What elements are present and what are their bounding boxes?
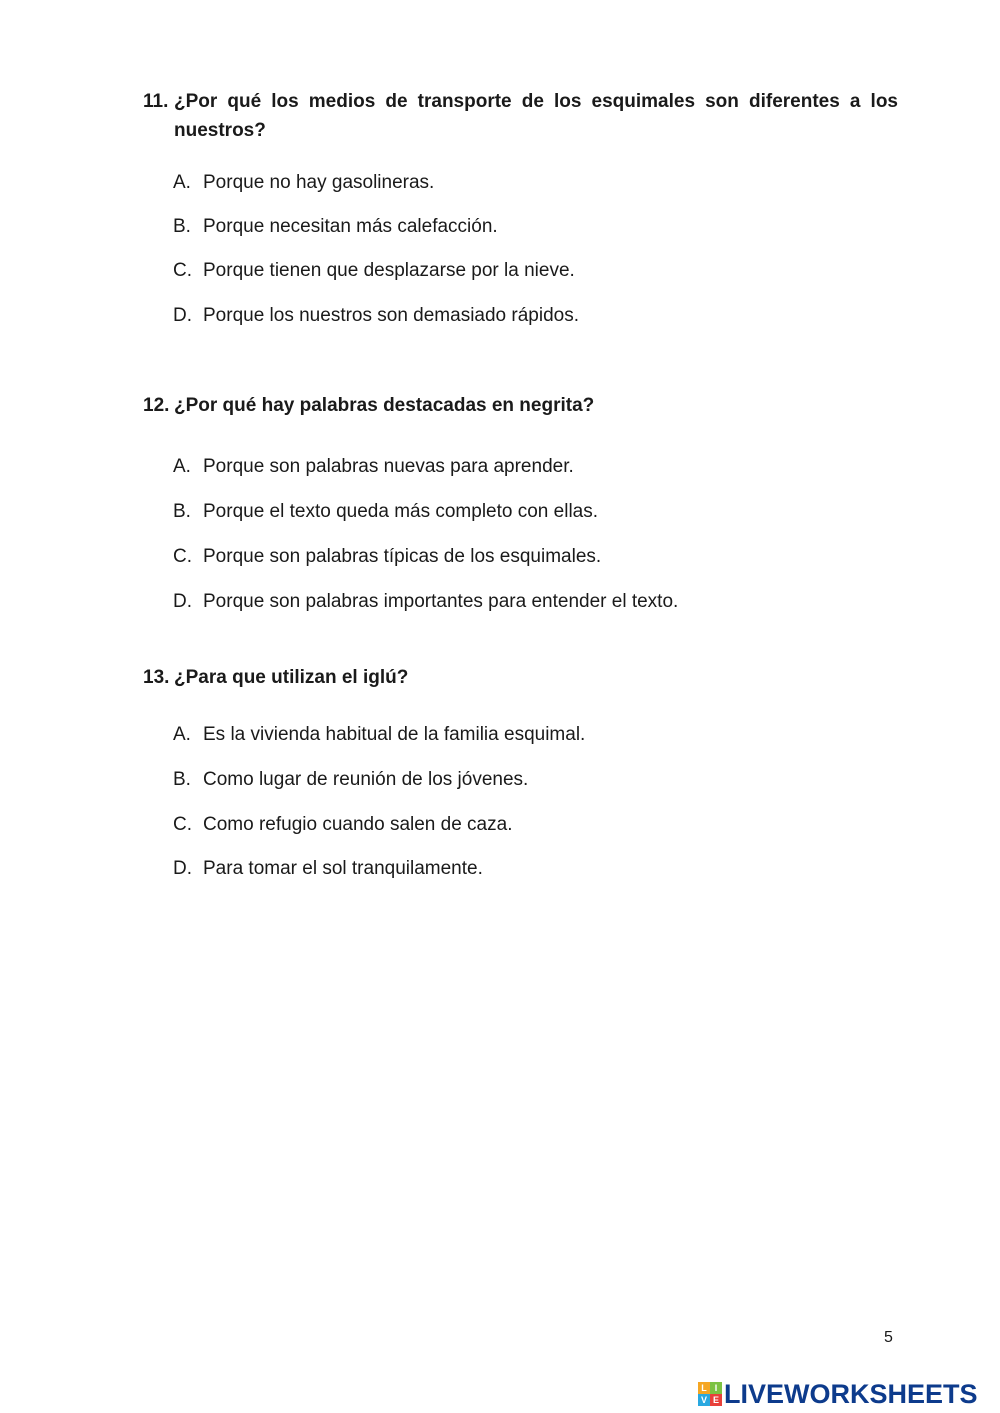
option-letter: B. bbox=[173, 769, 191, 790]
liveworksheets-logo-icon bbox=[698, 1382, 722, 1406]
option-b[interactable] bbox=[173, 215, 498, 239]
option-text: Es la vivienda habitual de la familia esquimal. bbox=[203, 724, 586, 745]
option-c[interactable] bbox=[173, 813, 512, 837]
question-12-heading bbox=[143, 391, 898, 420]
question-number: 11. bbox=[143, 91, 169, 112]
option-text: Porque no hay gasolineras. bbox=[203, 172, 435, 193]
question-13-heading bbox=[143, 663, 898, 692]
option-b[interactable] bbox=[173, 768, 528, 792]
brand-name: LIVEWORKSHEETS bbox=[724, 1379, 978, 1409]
option-c[interactable] bbox=[173, 545, 601, 569]
question-11-heading bbox=[143, 87, 898, 145]
option-a[interactable] bbox=[173, 723, 585, 747]
option-letter: B. bbox=[173, 501, 191, 522]
option-a[interactable] bbox=[173, 455, 574, 479]
option-a[interactable] bbox=[173, 171, 434, 195]
question-number: 13. bbox=[143, 667, 170, 688]
option-letter: D. bbox=[173, 858, 192, 879]
page-number: 5 bbox=[884, 1329, 893, 1346]
option-letter: C. bbox=[173, 814, 192, 835]
question-text: ¿Para que utilizan el iglú? bbox=[174, 667, 409, 688]
option-text: Porque los nuestros son demasiado rápidos. bbox=[203, 305, 580, 326]
option-text: Porque son palabras importantes para entender el texto. bbox=[203, 591, 679, 612]
option-letter: A. bbox=[173, 456, 191, 477]
liveworksheets-brand bbox=[698, 1381, 978, 1407]
option-d[interactable] bbox=[173, 590, 678, 614]
option-text: Porque son palabras típicas de los esquimales. bbox=[203, 546, 602, 567]
option-letter: A. bbox=[173, 172, 191, 193]
option-letter: B. bbox=[173, 216, 191, 237]
logo-tile: I bbox=[710, 1382, 722, 1394]
logo-tile: L bbox=[698, 1382, 710, 1394]
option-text: Como refugio cuando salen de caza. bbox=[203, 814, 513, 835]
option-letter: C. bbox=[173, 260, 192, 281]
question-text: ¿Por qué los medios de transporte de los esquimales son diferentes a los nuestros? bbox=[174, 91, 898, 141]
option-d[interactable] bbox=[173, 857, 483, 881]
option-d[interactable] bbox=[173, 304, 579, 328]
logo-tile: V bbox=[698, 1394, 710, 1406]
option-text: Porque el texto queda más completo con ellas. bbox=[203, 501, 599, 522]
question-11 bbox=[143, 87, 898, 326]
logo-tile: E bbox=[710, 1394, 722, 1406]
question-13 bbox=[143, 663, 898, 879]
option-c[interactable] bbox=[173, 259, 575, 283]
option-letter: D. bbox=[173, 591, 192, 612]
option-text: Para tomar el sol tranquilamente. bbox=[203, 858, 483, 879]
option-b[interactable] bbox=[173, 500, 598, 524]
option-letter: A. bbox=[173, 724, 191, 745]
option-letter: D. bbox=[173, 305, 192, 326]
option-text: Como lugar de reunión de los jóvenes. bbox=[203, 769, 529, 790]
question-12 bbox=[143, 391, 898, 612]
question-text: ¿Por qué hay palabras destacadas en negrita? bbox=[174, 395, 595, 416]
option-letter: C. bbox=[173, 546, 192, 567]
question-number: 12. bbox=[143, 395, 170, 416]
option-text: Porque necesitan más calefacción. bbox=[203, 216, 498, 237]
option-text: Porque tienen que desplazarse por la nieve. bbox=[203, 260, 575, 281]
option-text: Porque son palabras nuevas para aprender. bbox=[203, 456, 574, 477]
